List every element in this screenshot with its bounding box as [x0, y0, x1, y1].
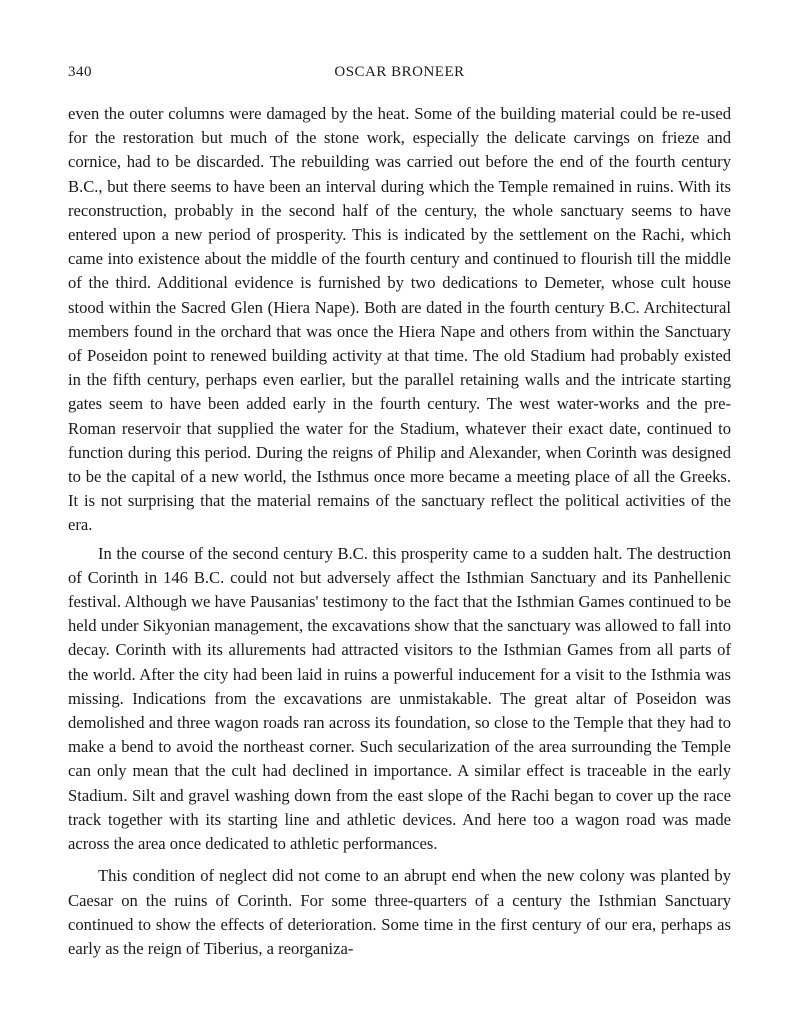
- page: [68, 64, 731, 961]
- paragraph-3: This condition of neglect did not come to an abrupt end when the new colony was planted by Caesar on the ruins of Corinth. For some three-quarters of a century the Isthmian Sanctuary continued to show the effects of deterioration. Some time in the first century of our era, perhaps as early as the reign of Tiberius, a reorganiza-: [68, 866, 731, 958]
- body-text: [68, 102, 731, 961]
- paragraph-2: In the course of the second century B.C. this prosperity came to a sudden halt. The destruction of Corinth in 146 B.C. could not but adversely affect the Isthmian Sanctuary and its Panhellenic festival. Although we have Pausanias' testimony to the fact that the Isthmian Games continued to be held under Sikyonian management, the excavations show that the sanctuary was allowed to fall into decay. Corinth with its allurements had attracted visitors to the Isthmian Games from all parts of the world. After the city had been laid in ruins a powerful inducement for a visit to the Isthmia was missing. Indications from the excavations are unmistakable. The great altar of Poseidon was demolished and three wagon roads ran across its foundation, so close to the Temple that they had to make a bend to avoid the northeast corner. Such secularization of the area surrounding the Temple can only mean that the cult had declined in importance. A similar effect is traceable in the early Stadium. Silt and gravel washing down from the east slope of the Rachi began to cover up the race track together with its starting line and athletic devices. And here too a wagon road was made across the area once dedicated to athletic performances.: [68, 543, 731, 854]
- page-number: 340: [68, 64, 92, 80]
- running-title: OSCAR BRONEER: [334, 64, 465, 80]
- running-head: [68, 64, 731, 88]
- paragraph-1: even the outer columns were damaged by the heat. Some of the building material could be re-used for the restoration but much of the stone work, especially the delicate carvings on frieze and cornice, had to be discarded. The rebuilding was carried out before the end of the fourth century B.C., but there seems to have been an interval during which the Temple remained in ruins. With its reconstruction, probably in the second half of the century, the whole sanctuary seems to have entered upon a new period of prosperity. This is indicated by the settlement on the Rachi, which came into existence about the middle of the fourth century and continued to flourish till the middle of the third. Additional evidence is furnished by two dedications to Demeter, whose cult house stood within the Sacred Glen (Hiera Nape). Both are dated in the fourth century B.C. Architectural members found in the orchard that was once the Hiera Nape and others from within the Sanctuary of Poseidon point to renewed building activity at that time. The old Stadium had probably existed in the fifth century, perhaps even earlier, but the parallel retaining walls and the intricate starting gates seem to have been added early in the fourth century. The west water-works and the pre-Roman reservoir that supplied the water for the Stadium, whatever their exact date, continued to function during this period. During the reigns of Philip and Alexander, when Corinth was designed to be the capital of a new world, the Isthmus once more became a meeting place of all the Greeks. It is not surprising that the material remains of the sanctuary reflect the political activities of the era.: [68, 104, 731, 535]
